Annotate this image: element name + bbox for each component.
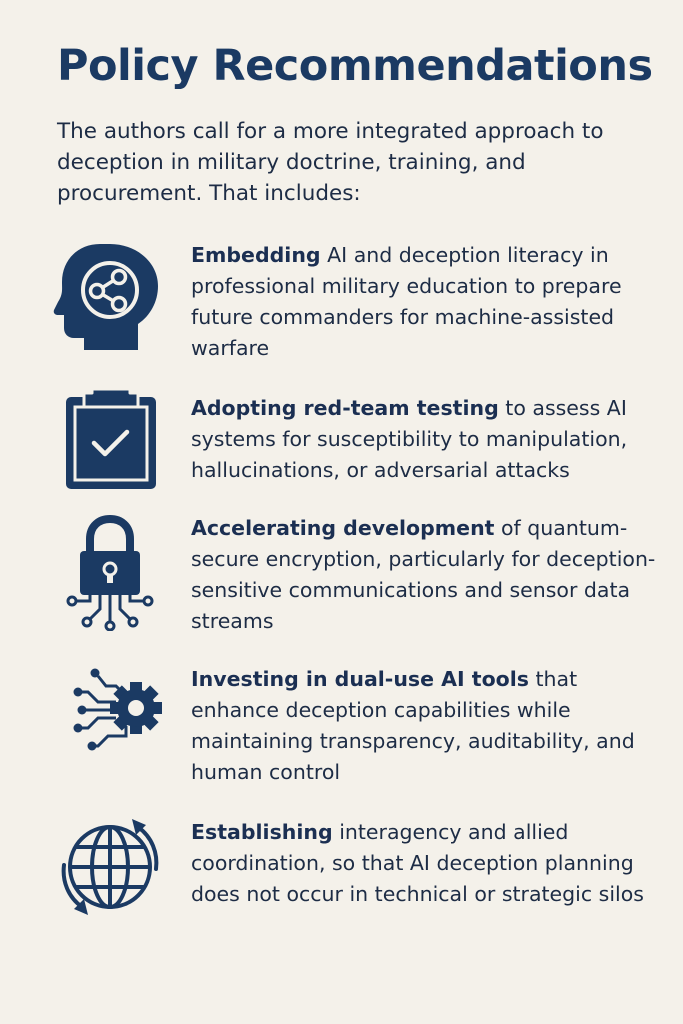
recommendation-lead: Embedding — [191, 243, 321, 267]
gear-circuit-icon — [52, 662, 168, 780]
page-title: Policy Recommendations — [57, 41, 653, 91]
recommendation-lead: Adopting red-team testing — [191, 396, 499, 420]
intro-paragraph: The authors call for a more integrated approach to deception in military doctrine, training, and procurement. That includes: — [57, 119, 604, 206]
recommendation-text — [191, 240, 661, 364]
clipboard-check-icon — [52, 385, 168, 503]
recommendation-text — [191, 817, 661, 910]
recommendation-body: of quantum-secure encryption, particularly for deception-sensitive communications and sensor data streams — [191, 516, 656, 633]
recommendation-lead: Establishing — [191, 820, 333, 844]
recommendation-text — [191, 513, 661, 637]
recommendation-lead: Accelerating development — [191, 516, 495, 540]
recommendation-lead: Investing in dual-use AI tools — [191, 667, 529, 691]
recommendation-body: AI and deception literacy in professional military education to prepare future commanders for machine-assisted warfare — [191, 243, 622, 360]
globe-arrows-icon — [52, 815, 168, 933]
recommendation-text — [191, 664, 661, 788]
recommendation-body: to assess AI systems for susceptibility to manipulation, hallucinations, or adversarial attacks — [191, 396, 628, 482]
head-network-icon — [52, 238, 168, 356]
recommendation-body: that enhance deception capabilities while maintaining transparency, auditability, and human control — [191, 667, 635, 784]
recommendation-text — [191, 393, 661, 486]
recommendation-body: interagency and allied coordination, so that AI deception planning does not occur in technical or strategic silos — [191, 820, 644, 906]
padlock-circuit-icon — [52, 513, 168, 631]
